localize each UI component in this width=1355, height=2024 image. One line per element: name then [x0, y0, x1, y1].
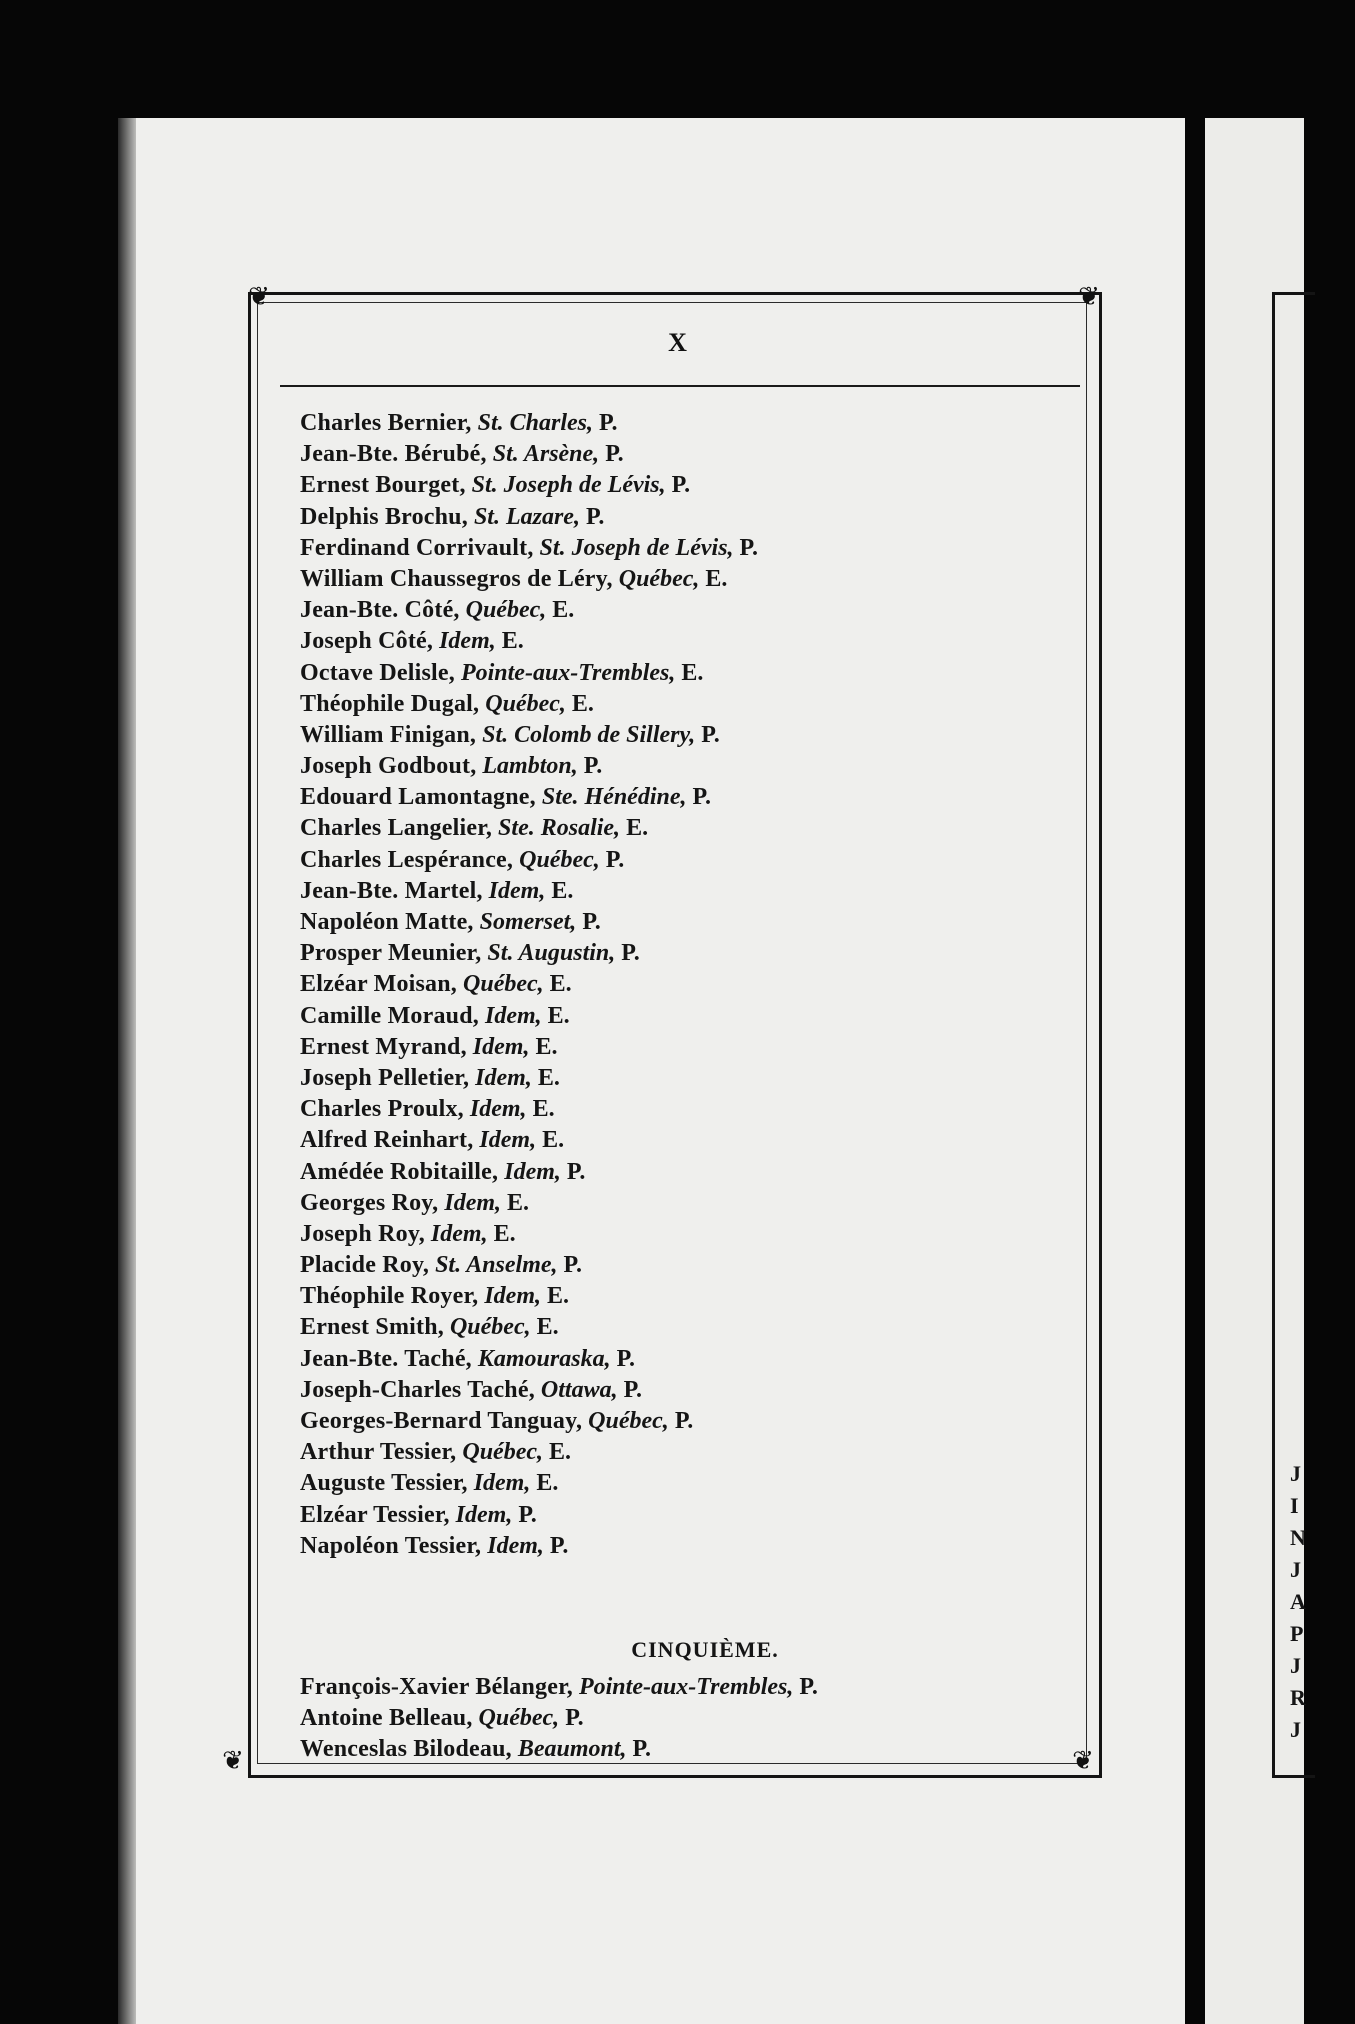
place-name: Québec,: [449, 1314, 531, 1341]
status-mark: P.: [671, 472, 691, 499]
status-mark: E.: [551, 877, 574, 904]
list-item: [300, 1734, 1080, 1765]
place-name: Idem,: [484, 1002, 542, 1029]
place-name: St. Lazare,: [473, 503, 580, 530]
person-name: Amédée Robitaille,: [300, 1158, 499, 1185]
place-name: Idem,: [469, 1096, 527, 1123]
place-name: Idem,: [484, 1283, 541, 1310]
status-mark: E.: [493, 1220, 516, 1247]
place-name: Idem,: [504, 1158, 561, 1185]
section-heading: CINQUIÈME.: [631, 1637, 779, 1662]
page-number: X: [668, 328, 687, 357]
list-item: [300, 1344, 1080, 1375]
list-item: [300, 1672, 1080, 1703]
status-mark: P.: [549, 1532, 569, 1559]
person-name: William Chaussegros de Léry,: [300, 565, 613, 592]
list-item: [300, 1188, 1080, 1219]
status-mark: E.: [536, 1470, 559, 1497]
list-item: [300, 1281, 1080, 1312]
status-mark: P.: [582, 909, 601, 935]
place-name: Kamouraska,: [477, 1345, 611, 1372]
list-item: [300, 876, 1080, 907]
place-name: St. Joseph de Lévis,: [539, 534, 734, 561]
place-name: St. Anselme,: [435, 1252, 558, 1279]
place-name: Québec,: [588, 1408, 669, 1434]
person-name: Jean-Bte. Martel,: [300, 877, 483, 904]
list-item: [300, 1703, 1080, 1734]
person-name: Antoine Belleau,: [300, 1705, 473, 1732]
person-name: Ernest Myrand,: [300, 1033, 467, 1060]
person-name: William Finigan,: [300, 721, 477, 748]
place-name: Idem,: [487, 1532, 544, 1559]
person-name: Joseph-Charles Taché,: [300, 1376, 535, 1403]
person-name: Alfred Reinhart,: [300, 1127, 474, 1154]
person-name: Charles Proulx,: [300, 1096, 464, 1123]
person-name: Edouard Lamontagne,: [300, 784, 536, 811]
person-name: Delphis Brochu,: [300, 503, 468, 530]
list-item: [300, 1531, 1080, 1562]
status-mark: P.: [692, 784, 711, 811]
person-name: Napoléon Matte,: [300, 909, 474, 935]
place-name: Idem,: [430, 1220, 488, 1247]
neighbor-letter: N: [1290, 1525, 1306, 1550]
list-item: [300, 782, 1080, 813]
list-item: [300, 533, 1080, 564]
corner-ornament-icon: ❦: [1078, 282, 1100, 312]
place-name: Idem,: [479, 1127, 537, 1154]
corner-ornament-icon: ❦: [248, 282, 270, 312]
person-name: Joseph Roy,: [300, 1220, 425, 1247]
person-name: Octave Delisle,: [300, 659, 455, 686]
list-item: [300, 1063, 1080, 1094]
status-mark: E.: [705, 565, 728, 592]
place-name: St. Arsène,: [492, 441, 600, 468]
person-name: Jean-Bte. Côté,: [300, 597, 460, 624]
status-mark: E.: [535, 1033, 558, 1060]
place-name: St. Augustin,: [487, 940, 616, 967]
status-mark: P.: [799, 1674, 818, 1700]
person-name: Joseph Côté,: [300, 628, 434, 655]
list-item: [300, 564, 1080, 595]
person-name: Joseph Godbout,: [300, 753, 477, 780]
status-mark: P.: [621, 940, 640, 967]
neighbor-letter: J: [1290, 1653, 1301, 1678]
person-name: Napoléon Tessier,: [300, 1532, 482, 1559]
status-mark: E.: [549, 971, 572, 998]
status-mark: P.: [583, 753, 603, 780]
neighbor-page-text: [1290, 1458, 1306, 1746]
status-mark: P.: [739, 534, 758, 561]
list-item: [300, 658, 1080, 689]
status-mark: P.: [616, 1345, 636, 1372]
person-name: Charles Langelier,: [300, 815, 493, 842]
status-mark: P.: [605, 846, 625, 873]
person-name: Charles Lespérance,: [300, 846, 514, 873]
list-item: [300, 938, 1080, 969]
corner-ornament-icon: ❦: [1072, 1746, 1094, 1776]
list-item: [300, 813, 1080, 844]
status-mark: E.: [547, 1283, 570, 1310]
person-name: Théophile Royer,: [300, 1283, 479, 1310]
person-name: Joseph Pelletier,: [300, 1064, 470, 1091]
person-name: Elzéar Moisan,: [300, 971, 458, 998]
neighbor-letter: I: [1290, 1493, 1299, 1518]
status-mark: E.: [552, 597, 575, 624]
list-item: [300, 1157, 1080, 1188]
place-name: Idem,: [439, 628, 496, 655]
status-mark: P.: [674, 1408, 694, 1434]
list-item: [300, 1500, 1080, 1531]
person-name: Prosper Meunier,: [300, 940, 482, 967]
status-mark: E.: [681, 659, 704, 686]
status-mark: E.: [626, 815, 649, 842]
place-name: Idem,: [475, 1064, 532, 1091]
status-mark: P.: [565, 1705, 584, 1732]
list-item: [300, 689, 1080, 720]
place-name: Pointe-aux-Trembles,: [578, 1674, 794, 1700]
neighbor-letter: P: [1290, 1621, 1304, 1646]
list-item: [300, 1406, 1080, 1437]
status-mark: E.: [547, 1002, 570, 1029]
person-name: Wenceslas Bilodeau,: [300, 1736, 512, 1763]
list-item: [300, 845, 1080, 876]
list-item: [300, 1032, 1080, 1063]
person-name: Théophile Dugal,: [300, 690, 480, 717]
list-item: [300, 1437, 1080, 1468]
place-name: Idem,: [473, 1470, 531, 1497]
place-name: Ste. Rosalie,: [498, 815, 621, 842]
neighbor-letter: J: [1290, 1717, 1301, 1742]
place-name: Ste. Hénédine,: [541, 784, 687, 811]
status-mark: P.: [566, 1158, 586, 1185]
place-name: Québec,: [478, 1705, 560, 1732]
place-name: Idem,: [444, 1189, 502, 1216]
person-name: François-Xavier Bélanger,: [300, 1674, 573, 1700]
corner-ornament-icon: ❦: [222, 1746, 244, 1776]
place-name: Pointe-aux-Trembles,: [460, 659, 676, 686]
place-name: Idem,: [472, 1033, 530, 1060]
page-binding-edge: [118, 118, 136, 2024]
list-item: [300, 1094, 1080, 1125]
status-mark: E.: [507, 1189, 530, 1216]
neighbor-letter: R: [1290, 1685, 1306, 1710]
status-mark: E.: [537, 1064, 560, 1091]
status-mark: E.: [532, 1096, 555, 1123]
place-name: Idem,: [488, 877, 546, 904]
status-mark: E.: [542, 1127, 565, 1154]
neighbor-letter: A: [1290, 1589, 1306, 1614]
place-name: St. Colomb de Sillery,: [482, 721, 696, 748]
person-name: Georges-Bernard Tanguay,: [300, 1408, 583, 1434]
person-name: Georges Roy,: [300, 1189, 439, 1216]
place-name: Beaumont,: [517, 1736, 627, 1763]
list-item: [300, 1375, 1080, 1406]
entry-list: [300, 408, 1080, 1562]
status-mark: P.: [518, 1501, 537, 1528]
list-item: [300, 1250, 1080, 1281]
person-name: Auguste Tessier,: [300, 1470, 468, 1497]
person-name: Jean-Bte. Taché,: [300, 1345, 472, 1372]
person-name: Camille Moraud,: [300, 1002, 479, 1029]
person-name: Ferdinand Corrivault,: [300, 534, 534, 561]
place-name: Québec,: [618, 565, 700, 592]
status-mark: P.: [585, 503, 605, 530]
status-mark: E.: [549, 1439, 572, 1466]
neighbor-letter: J: [1290, 1461, 1301, 1486]
place-name: Québec,: [463, 971, 544, 998]
place-name: Idem,: [455, 1501, 513, 1528]
person-name: Ernest Bourget,: [300, 472, 466, 499]
list-item: [300, 470, 1080, 501]
section-entry-list: [300, 1672, 1080, 1766]
list-item: [300, 595, 1080, 626]
status-mark: P.: [599, 410, 618, 436]
status-mark: E.: [536, 1314, 559, 1341]
place-name: Ottawa,: [540, 1376, 618, 1403]
person-name: Elzéar Tessier,: [300, 1501, 450, 1528]
list-item: [300, 1001, 1080, 1032]
list-item: [300, 751, 1080, 782]
status-mark: E.: [501, 628, 524, 655]
place-name: St. Charles,: [477, 410, 593, 436]
list-item: [300, 720, 1080, 751]
person-name: Placide Roy,: [300, 1252, 430, 1279]
place-name: Québec,: [485, 690, 566, 717]
place-name: Québec,: [462, 1439, 544, 1466]
status-mark: E.: [571, 690, 594, 717]
place-name: Lambton,: [482, 753, 578, 780]
status-mark: P.: [623, 1376, 643, 1403]
list-item: [300, 439, 1080, 470]
section-block: [300, 1628, 1080, 1766]
list-item: [300, 907, 1080, 938]
list-item: [300, 969, 1080, 1000]
place-name: Québec,: [519, 846, 600, 873]
neighbor-letter: J: [1290, 1557, 1301, 1582]
status-mark: P.: [632, 1736, 651, 1763]
list-item: [300, 626, 1080, 657]
list-item: [300, 1312, 1080, 1343]
person-name: Ernest Smith,: [300, 1314, 444, 1341]
list-item: [300, 1125, 1080, 1156]
list-item: [300, 502, 1080, 533]
person-name: Arthur Tessier,: [300, 1439, 457, 1466]
status-mark: P.: [563, 1252, 582, 1279]
status-mark: P.: [605, 441, 624, 468]
person-name: Charles Bernier,: [300, 410, 472, 436]
list-item: [300, 408, 1080, 439]
list-item: [300, 1219, 1080, 1250]
place-name: St. Joseph de Lévis,: [471, 472, 666, 499]
status-mark: P.: [701, 721, 720, 748]
header-rule: [280, 385, 1080, 387]
list-item: [300, 1468, 1080, 1499]
place-name: Somerset,: [479, 909, 577, 935]
place-name: Québec,: [465, 597, 547, 624]
person-name: Jean-Bte. Bérubé,: [300, 441, 487, 468]
